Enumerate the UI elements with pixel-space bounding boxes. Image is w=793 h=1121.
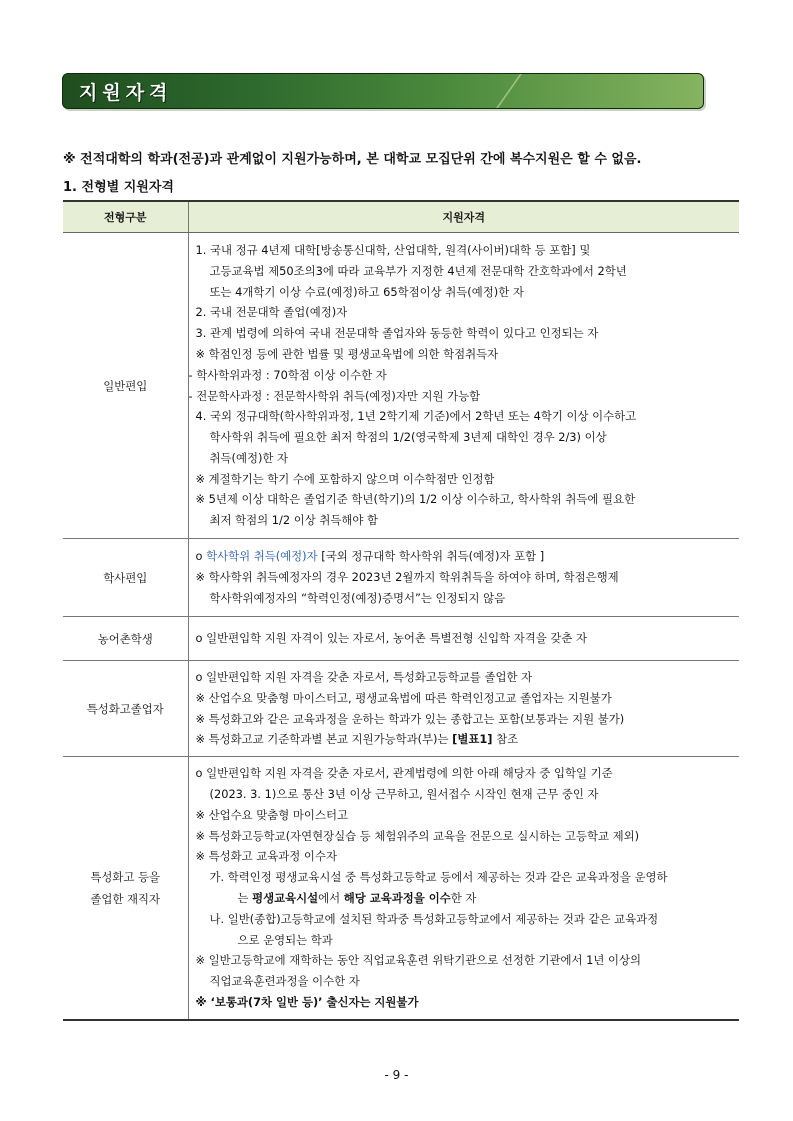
- qualification-line: ※ 일반고등학교에 재학하는 동안 직업교육훈련 위탁기관으로 선정한 기관에서 1년 이상의: [195, 953, 642, 968]
- qualification-line: ※ 특성화고와 같은 교육과정을 운하는 학과가 있는 종합고는 포함(보통과는 지원 불가): [195, 711, 625, 726]
- row-category: 일반편입: [63, 233, 188, 539]
- table-row: [63, 757, 739, 1020]
- qualification-line: 학사학위예정자의 “학력인정(예정)증명서”는 인정되지 않음: [209, 590, 506, 605]
- qualification-line: 고등교육법 제50조의3에 따라 교육부가 지정한 4년제 전문대학 간호학과에서 2학년: [209, 263, 627, 278]
- line-text: 에서: [318, 890, 344, 905]
- row-category: 특성화고졸업자: [63, 661, 188, 757]
- qualification-line: 3. 관계 법령에 의하여 국내 전문대학 졸업자와 동등한 학력이 있다고 인정되는 자: [195, 326, 599, 341]
- row-category: [63, 757, 188, 1020]
- row-qualification: [188, 233, 739, 539]
- table-row: [63, 539, 739, 617]
- line-text: [국외 정규대학 학사학위 취득(예정)자 포함 ]: [317, 549, 545, 564]
- qualification-line: 가. 학력인정 평생교육시설 중 특성화고등학교 등에서 제공하는 것과 같은 교육과정을 운영하: [209, 870, 668, 885]
- qualification-line: 최저 학점의 1/2 이상 취득해야 함: [209, 513, 378, 528]
- appendix-reference: [별표1]: [452, 732, 493, 747]
- highlighted-text: 학사학위 취득(예정)자: [206, 549, 318, 564]
- qualification-line: ※ 특성화고등학교(자연현장실습 등 체험위주의 교육을 전문으로 실시하는 고등학교 제외): [195, 828, 640, 843]
- qualification-line: 으로 운영되는 학과: [237, 932, 333, 947]
- bold-text: 해당 교육과정을 이수: [343, 890, 451, 905]
- qualification-line: [196, 888, 736, 909]
- qualification-line: ※ ‘보통과(7차 일반 등)’ 출신자는 지원불가: [195, 994, 419, 1009]
- qualification-line: [196, 546, 736, 567]
- header-category: 전형구분: [63, 201, 188, 233]
- qualification-line: (2023. 3. 1)으로 통산 3년 이상 근무하고, 원서접수 시작인 현재 근무 중인 자: [209, 786, 599, 801]
- category-line: 특성화고 등을: [90, 869, 161, 884]
- line-text: 는: [237, 890, 253, 905]
- table-row: [63, 661, 739, 757]
- row-category: 학사편입: [63, 539, 188, 617]
- qualification-line: 1. 국내 정규 4년제 대학[방송통신대학, 산업대학, 원격(사이버)대학 등 포함] 및: [195, 242, 591, 257]
- qualification-line: [196, 729, 736, 750]
- row-qualification: [188, 661, 739, 757]
- row-qualification: [188, 617, 739, 661]
- table-row: [63, 233, 739, 539]
- qualification-table: [63, 200, 739, 1021]
- qualification-line: - 전문학사과정 : 전문학사학위 취득(예정)자만 지원 가능함: [188, 388, 481, 403]
- row-category: 농어촌학생: [63, 617, 188, 661]
- qualification-line: 학사학위 취득에 필요한 최저 학점의 1/2(영국학제 3년제 대학인 경우 2/3) 이상: [209, 430, 607, 445]
- qualification-line: o 일반편입학 지원 자격을 갖춘 자로서, 특성화고등학교를 졸업한 자: [195, 670, 533, 684]
- section-title: 1. 전형별 지원자격: [63, 180, 174, 195]
- qualification-line: ※ 계절학기는 학기 수에 포함하지 않으며 이수학점만 인정함: [195, 471, 495, 486]
- qualification-line: ※ 특성화고 교육과정 이수자: [195, 849, 337, 864]
- qualification-line: 나. 일반(종합)고등학교에 설치된 학과중 특성화고등학교에서 제공하는 것과 같은 교육과정: [209, 911, 659, 926]
- table-header-row: [63, 201, 739, 233]
- banner-decoration: [496, 74, 522, 108]
- qualification-line: ※ 5년제 이상 대학은 졸업기준 학년(학기)의 1/2 이상 이수하고, 학사학위 취득에 필요한: [195, 492, 636, 507]
- category-line: 졸업한 재직자: [90, 891, 161, 906]
- qualification-line: ※ 산업수요 맞춤형 마이스터고, 평생교육법에 따른 학력인정고교 졸업자는 지원불가: [195, 690, 612, 705]
- qualification-line: 4. 국외 정규대학(학사학위과정, 1년 2학기제 기준)에서 2학년 또는 4학기 이상 이수하고: [195, 409, 637, 424]
- qualification-line: 또는 4개학기 이상 수료(예정)하고 65학점이상 취득(예정)한 자: [209, 284, 524, 299]
- header-qualification: 지원자격: [188, 201, 739, 233]
- section-banner: [62, 73, 704, 109]
- bold-text: 평생교육시설: [252, 890, 319, 905]
- qualification-line: 2. 국내 전문대학 졸업(예정)자: [195, 305, 348, 320]
- qualification-line: 취득(예정)한 자: [209, 450, 289, 465]
- qualification-line: 직업교육훈련과정을 이수한 자: [209, 974, 360, 989]
- line-text: ※ 특성화고교 기준학과별 본교 지원가능학과(부)는: [195, 732, 453, 747]
- qualification-line: o 일반편입학 지원 자격을 갖춘 자로서, 관계법령에 의한 아래 해당자 중 입학일 기준: [195, 766, 613, 781]
- page-number: - 9 -: [384, 1068, 409, 1082]
- qualification-line: ※ 산업수요 맞춤형 마이스터고: [195, 807, 348, 822]
- qualification-line: o 일반편입학 지원 자격이 있는 자로서, 농어촌 특별전형 신입학 자격을 갖춘 자: [195, 631, 588, 646]
- bullet: o: [195, 549, 207, 564]
- notice-text: ※ 전적대학의 학과(전공)과 관계없이 지원가능하며, 본 대학교 모집단위 간에 복수지원은 할 수 없음.: [63, 152, 642, 167]
- row-qualification: [188, 757, 739, 1020]
- qualification-line: ※ 학점인정 등에 관한 법률 및 평생교육법에 의한 학점취득자: [195, 346, 499, 361]
- line-text: 참조: [492, 732, 519, 747]
- row-qualification: [188, 539, 739, 617]
- qualification-line: ※ 학사학위 취득예정자의 경우 2023년 2월까지 학위취득을 하여야 하며, 학점은행제: [195, 570, 619, 585]
- table-row: [63, 617, 739, 661]
- line-text: 한 자: [450, 890, 477, 905]
- qualification-line: - 학사학위과정 : 70학점 이상 이수한 자: [188, 367, 387, 382]
- banner-title: 지원자격: [79, 82, 173, 104]
